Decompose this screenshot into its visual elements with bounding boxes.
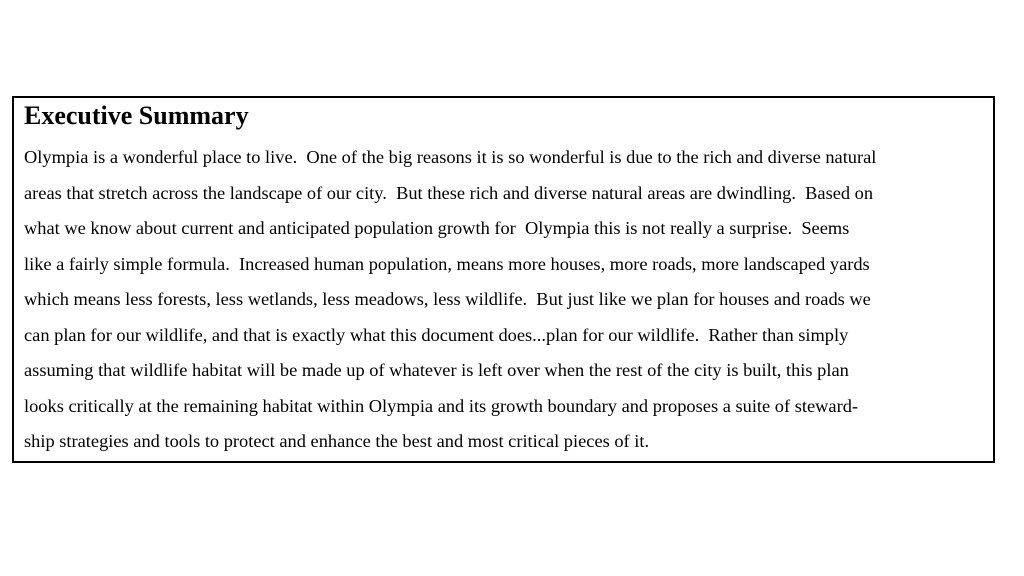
summary-line: ship strategies and tools to protect and enhance the best and most critical pieces of it. (24, 431, 650, 451)
summary-line: looks critically at the remaining habitat within Olympia and its growth boundary and proposes a suite of steward- (24, 395, 859, 416)
executive-summary-box (12, 96, 995, 463)
summary-line: what we know about current and anticipated population growth for Olympia this is not really a surprise. Seems (24, 218, 850, 238)
summary-line: areas that stretch across the landscape of our city. But these rich and diverse natural areas are dwindling. Based on (24, 182, 874, 203)
summary-line: like a fairly simple formula. Increased human population, means more houses, more roads, more landscaped yards (24, 253, 870, 274)
summary-line: can plan for our wildlife, and that is exactly what this document does...plan for our wildlife. Rather than simply (24, 324, 849, 345)
summary-line: which means less forests, less wetlands, less meadows, less wildlife. But just like we plan for houses and roads we (24, 289, 871, 309)
summary-line: assuming that wildlife habitat will be made up of whatever is left over when the rest of the city is built, this plan (24, 360, 849, 380)
summary-body (24, 145, 876, 465)
summary-line: Olympia is a wonderful place to live. One of the big reasons it is so wonderful is due to the rich and diverse natural (24, 147, 877, 167)
summary-title: Executive Summary (24, 101, 249, 130)
